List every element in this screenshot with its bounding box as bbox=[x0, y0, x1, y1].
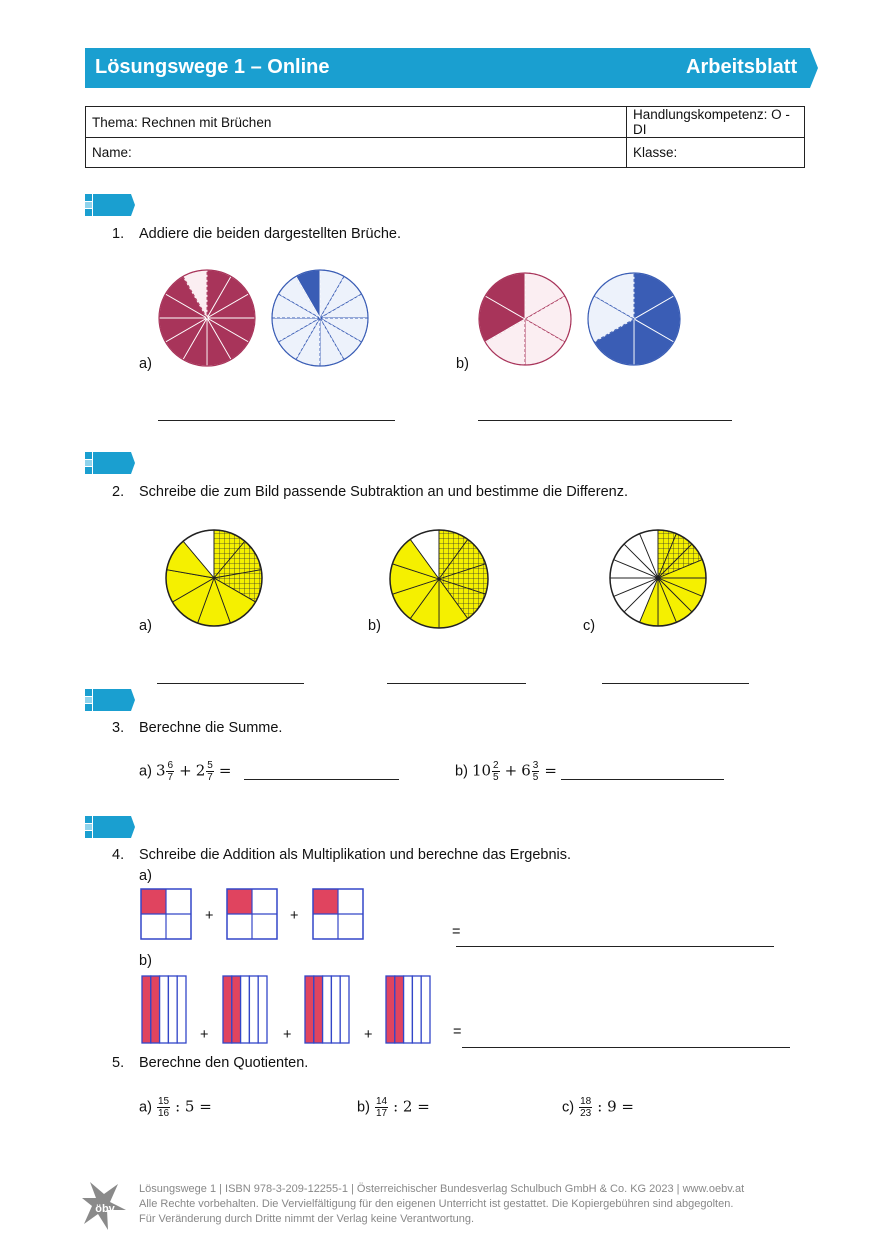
answer-line[interactable] bbox=[478, 420, 732, 421]
pie-chart bbox=[388, 528, 490, 630]
answer-line[interactable] bbox=[456, 946, 774, 947]
task-2b-label: b) bbox=[368, 618, 381, 634]
whole-number: 6 bbox=[521, 761, 531, 780]
operator: + bbox=[179, 761, 192, 780]
task-3a-expression bbox=[139, 760, 231, 783]
footer-line: Alle Rechte vorbehalten. Die Vervielfältigung für den eigenen Unterricht ist gestattet. Die Kopiergebühren sind abgegolten. bbox=[139, 1198, 734, 1210]
fraction-bar bbox=[222, 975, 268, 1045]
fraction-bar bbox=[141, 975, 187, 1045]
task-4-text: Schreibe die Addition als Multiplikation und berechne das Ergebnis. bbox=[139, 847, 572, 863]
plus-sign: + bbox=[290, 908, 299, 924]
competence-cell: Handlungskompetenz: O - DI bbox=[627, 107, 805, 138]
whole-number: 3 bbox=[155, 761, 166, 780]
task-5a-expression bbox=[139, 1096, 212, 1119]
fraction: $\frac{6}{7}$ bbox=[167, 760, 174, 783]
answer-line[interactable] bbox=[462, 1047, 790, 1048]
fraction-square bbox=[226, 888, 280, 942]
operation: : 9 = bbox=[597, 1097, 634, 1116]
footer-line: Lösungswege 1 | ISBN 978-3-209-12255-1 | Österreichischer Bundesverlag Schulbuch GmbH & Co. KG 2023 | www.oebv.at bbox=[139, 1183, 745, 1195]
fraction: $\frac{2}{5}$ bbox=[493, 760, 499, 783]
operation: : 5 = bbox=[175, 1097, 212, 1116]
name-cell[interactable]: Name: bbox=[86, 138, 627, 168]
pie-chart bbox=[586, 271, 682, 367]
whole-number: 2 bbox=[195, 761, 206, 780]
answer-line[interactable] bbox=[158, 420, 395, 421]
task-5c-expression bbox=[562, 1096, 634, 1119]
task-4-number: 4. bbox=[112, 847, 125, 863]
task-5c-label: c) bbox=[562, 1099, 575, 1116]
section-badge bbox=[85, 816, 135, 838]
oebv-logo bbox=[80, 1180, 130, 1232]
task-1a-label: a) bbox=[139, 356, 152, 372]
section-badge bbox=[85, 194, 135, 216]
task-1-number: 1. bbox=[112, 226, 125, 242]
task-2a-label: a) bbox=[139, 618, 152, 634]
fraction: $\frac{3}{5}$ bbox=[532, 760, 539, 783]
footer-text bbox=[139, 1182, 819, 1227]
pie-chart bbox=[608, 528, 708, 628]
answer-line[interactable] bbox=[157, 683, 304, 684]
equals-sign: = bbox=[452, 924, 461, 940]
plus-sign: + bbox=[364, 1027, 373, 1043]
plus-sign: + bbox=[200, 1027, 209, 1043]
pie-chart bbox=[477, 271, 573, 367]
footer-line: Für Veränderung durch Dritte nimmt der Verlag keine Verantwortung. bbox=[139, 1213, 475, 1225]
pie-chart bbox=[157, 268, 257, 368]
task-3b-label: b) bbox=[455, 763, 468, 780]
section-badge bbox=[85, 689, 135, 711]
fraction: $\frac{14}{17}$ bbox=[375, 1096, 388, 1119]
plus-sign: + bbox=[205, 908, 214, 924]
pie-chart bbox=[270, 268, 370, 368]
task-1-text: Addiere die beiden dargestellten Brüche. bbox=[139, 226, 401, 242]
task-5-text: Berechne den Quotienten. bbox=[139, 1055, 309, 1071]
class-cell[interactable]: Klasse: bbox=[627, 138, 805, 168]
equals: = bbox=[218, 761, 232, 780]
answer-line[interactable] bbox=[602, 683, 749, 684]
fraction: $\frac{15}{16}$ bbox=[157, 1096, 170, 1119]
pie-chart bbox=[164, 528, 264, 628]
task-3-number: 3. bbox=[112, 720, 125, 736]
section-badge bbox=[85, 452, 135, 474]
topic-cell: Thema: Rechnen mit Brüchen bbox=[86, 107, 627, 138]
operation: : 2 = bbox=[393, 1097, 430, 1116]
task-1b-label: b) bbox=[456, 356, 469, 372]
fraction-bar bbox=[304, 975, 350, 1045]
task-3b-expression bbox=[455, 760, 557, 783]
task-3a-label: a) bbox=[139, 763, 152, 780]
fraction-square bbox=[140, 888, 194, 942]
header-doc-type: Arbeitsblatt bbox=[686, 56, 798, 78]
equals: = bbox=[544, 761, 557, 780]
task-4b-label: b) bbox=[139, 953, 152, 969]
task-5-number: 5. bbox=[112, 1055, 125, 1071]
plus-sign: + bbox=[283, 1027, 292, 1043]
task-2c-label: c) bbox=[583, 618, 596, 634]
task-5b-label: b) bbox=[357, 1099, 370, 1116]
operator: + bbox=[504, 761, 518, 780]
answer-line[interactable] bbox=[244, 779, 399, 780]
fraction: $\frac{5}{7}$ bbox=[207, 760, 213, 783]
task-3-text: Berechne die Summe. bbox=[139, 720, 283, 736]
svg-text:öbv: öbv bbox=[95, 1203, 115, 1215]
task-5a-label: a) bbox=[139, 1099, 152, 1116]
fraction-square bbox=[312, 888, 366, 942]
fraction-bar bbox=[385, 975, 431, 1045]
task-2-text: Schreibe die zum Bild passende Subtraktion an und bestimme die Differenz. bbox=[139, 484, 628, 500]
answer-line[interactable] bbox=[561, 779, 724, 780]
task-4a-label: a) bbox=[139, 868, 152, 884]
header-title: Lösungswege 1 – Online bbox=[95, 56, 330, 78]
task-2-number: 2. bbox=[112, 484, 125, 500]
equals-sign: = bbox=[453, 1024, 462, 1040]
whole-number: 10 bbox=[471, 761, 492, 780]
info-table bbox=[85, 106, 805, 168]
task-5b-expression bbox=[357, 1096, 430, 1119]
answer-line[interactable] bbox=[387, 683, 526, 684]
fraction: $\frac{18}{23}$ bbox=[580, 1096, 592, 1119]
